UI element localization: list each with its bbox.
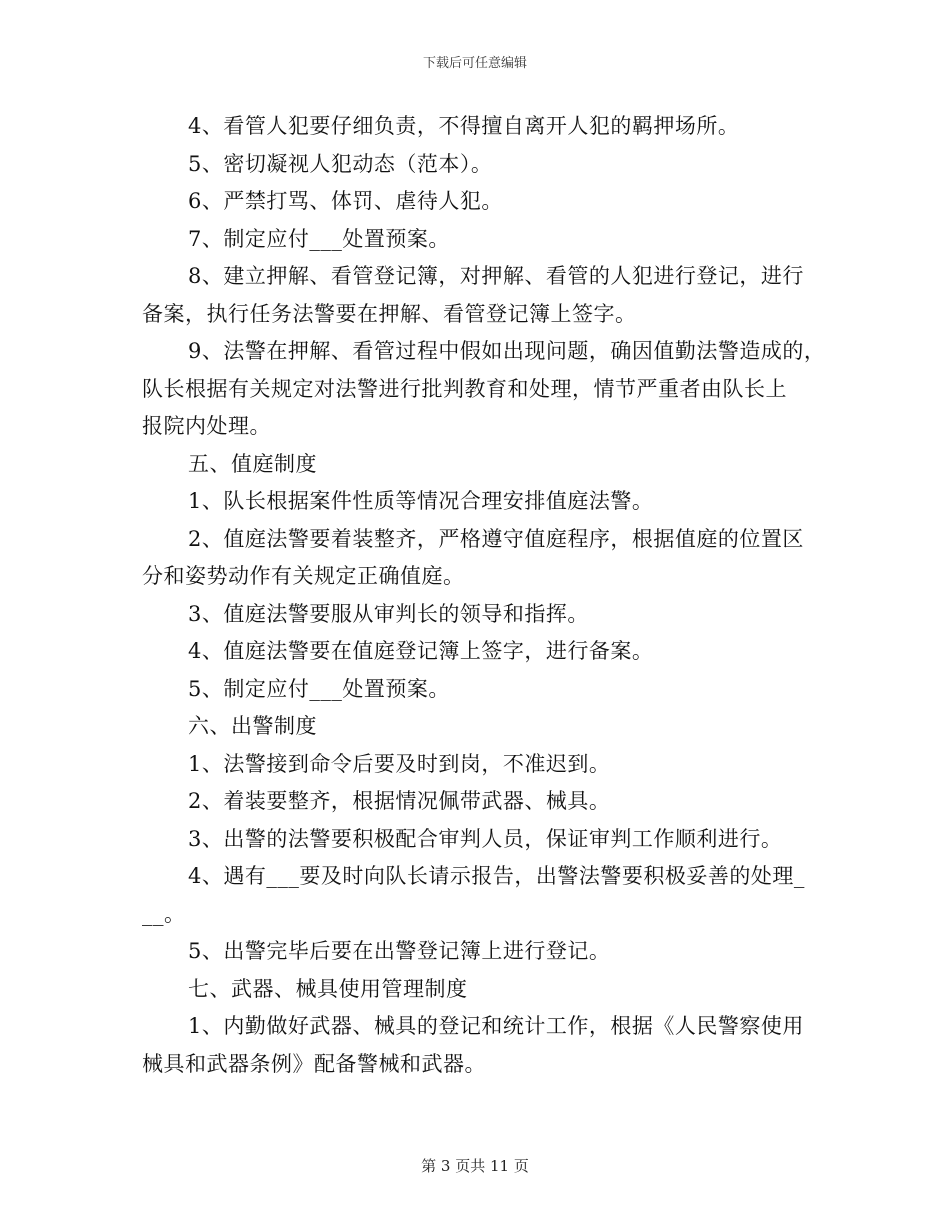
text-line: 3、出警的法警要积极配合审判人员，保证审判工作顺利进行。 [188,826,783,851]
text-line: 5、制定应付___处置预案。 [188,676,450,701]
text-line: 械具和武器条例》配备警械和武器。 [142,1051,486,1076]
page-header: 下载后可任意编辑 [422,56,527,71]
text-line: 五、值庭制度 [188,451,317,476]
text-line: 七、武器、械具使用管理制度 [188,976,468,1001]
text-line: 备案，执行任务法警要在押解、看管登记簿上签字。 [142,301,637,326]
text-line: 3、值庭法警要服从审判长的领导和指挥。 [188,601,589,626]
text-line: 2、值庭法警要着装整齐，严格遵守值庭程序，根据值庭的位置区 [188,526,804,551]
text-line: 7、制定应付___处置预案。 [188,226,450,251]
text-line: 5、密切凝视人犯动态（范本）。 [188,151,493,176]
text-line: 4、看管人犯要仔细负责，不得擅自离开人犯的羁押场所。 [188,114,740,138]
page-footer: 第 3 页共 11 页 [421,1157,529,1175]
text-line: 六、出警制度 [188,714,317,738]
text-line: __。 [142,901,186,926]
text-line: 4、遇有___要及时向队长请示报告，出警法警要积极妥善的处理_ [188,864,805,888]
text-line: 1、法警接到命令后要及时到岗，不准迟到。 [188,751,611,776]
text-line: 1、队长根据案件性质等情况合理安排值庭法警。 [188,489,654,513]
text-line: 9、法警在押解、看管过程中假如出现问题，确因值勤法警造成的， [188,339,826,363]
document-body [142,108,826,1083]
text-line: 8、建立押解、看管登记簿，对押解、看管的人犯进行登记，进行 [188,264,804,288]
text-line: 6、严禁打骂、体罚、虐待人犯。 [188,189,503,213]
text-line: 分和姿势动作有关规定正确值庭。 [142,564,465,588]
text-line: 报院内处理。 [142,414,271,438]
text-line: 4、值庭法警要在值庭登记簿上签字，进行备案。 [188,639,654,663]
text-line: 1、内勤做好武器、械具的登记和统计工作，根据《人民警察使用 [188,1014,804,1038]
text-line: 2、着装要整齐，根据情况佩带武器、械具。 [188,789,611,813]
text-line: 队长根据有关规定对法警进行批判教育和处理，情节严重者由队长上 [142,376,787,401]
text-line: 5、出警完毕后要在出警登记簿上进行登记。 [188,939,611,963]
